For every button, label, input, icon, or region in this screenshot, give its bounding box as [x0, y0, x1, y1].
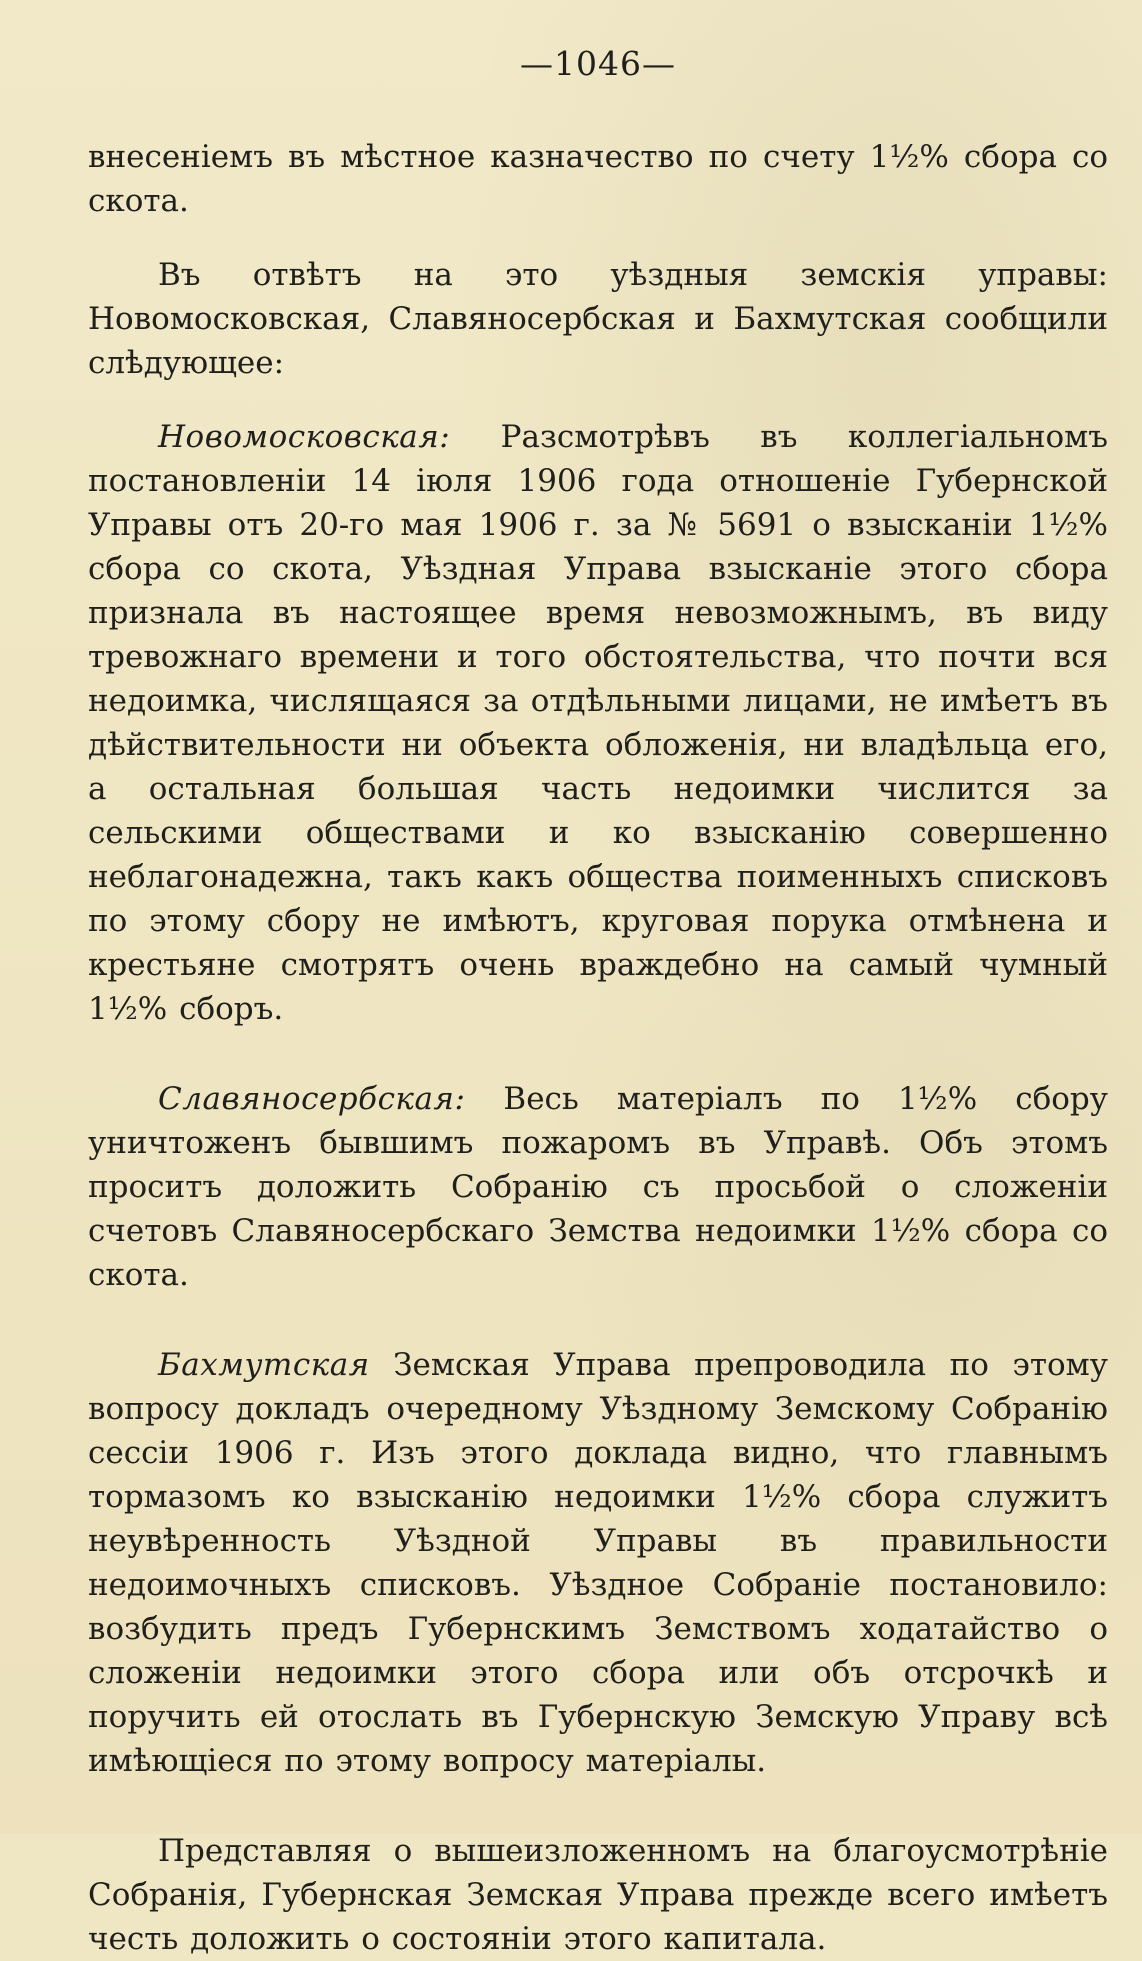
paragraph-5-lead: Бахмутская: [158, 1347, 370, 1383]
paragraph-2-text: Въ отвѣтъ на это уѣздныя земскія управы: Новомосковская, Славяносербская и Бахмутская сообщили слѣдующее:: [88, 257, 1108, 381]
paragraph-1-text: внесеніемъ въ мѣстное казначество по счету 1½% сбора со скота.: [88, 139, 1108, 219]
page-number: —1046—: [520, 44, 676, 83]
paragraph-6: [88, 1829, 1108, 1961]
paragraph-3: [88, 415, 1108, 1031]
paragraph-4-lead: Славяносербская:: [158, 1081, 466, 1117]
paragraph-4-text: Весь матеріалъ по 1½% сбору уничтоженъ бывшимъ пожаромъ въ Управѣ. Объ этомъ проситъ доложить Собранію съ просьбой о сложеніи счетовъ Славяносербскаго Земства недоимки 1½% сбора со скота.: [88, 1081, 1108, 1293]
paragraph-3-lead: Новомосковская:: [158, 419, 451, 455]
paragraph-4: [88, 1077, 1108, 1297]
paragraph-5-text: Земская Управа препроводила по этому вопросу докладъ очередному Уѣздному Земскому Собранію сессіи 1906 г. Изъ этого доклада видно, что главнымъ тормазомъ ко взысканію недоимки 1½% сбора служитъ неувѣренность Уѣздной Управы въ правильности недоимочныхъ списковъ. Уѣздное Собраніе постановило: возбудить предъ Губернскимъ Земствомъ ходатайство о сложеніи недоимки этого сбора или объ отсрочкѣ и поручить ей отослать въ Губернскую Земскую Управу всѣ имѣющіеся по этому вопросу матеріалы.: [88, 1347, 1108, 1779]
paragraph-3-text: Разсмотрѣвъ въ коллегіальномъ постановленіи 14 іюля 1906 года отношеніе Губернской Управы отъ 20-го мая 1906 г. за № 5691 о взысканіи 1½% сбора со скота, Уѣздная Управа взысканіе этого сбора признала въ настоящее время невозможнымъ, въ виду тревожнаго времени и того обстоятельства, что почти вся недоимка, числящаяся за отдѣльными лицами, не имѣетъ въ дѣйствительности ни объекта обложенія, ни владѣльца его, а остальная большая часть недоимки числится за сельскими обществами и ко взысканію совершенно неблагонадежна, такъ какъ общества поименныхъ списковъ по этому сбору не имѣютъ, круговая порука отмѣнена и крестьяне смотрятъ очень враждебно на самый чумный 1½% сборъ.: [88, 419, 1108, 1027]
paragraph-6-text: Представляя о вышеизложенномъ на благоусмотрѣніе Собранія, Губернская Земская Управа прежде всего имѣетъ честь доложить о состояніи этого капитала.: [88, 1833, 1108, 1957]
page-bottom-spacer: [0, 1775, 1142, 1796]
paragraph-5: [88, 1343, 1108, 1783]
paragraph-1: [88, 135, 1108, 223]
paragraph-2: [88, 253, 1108, 385]
